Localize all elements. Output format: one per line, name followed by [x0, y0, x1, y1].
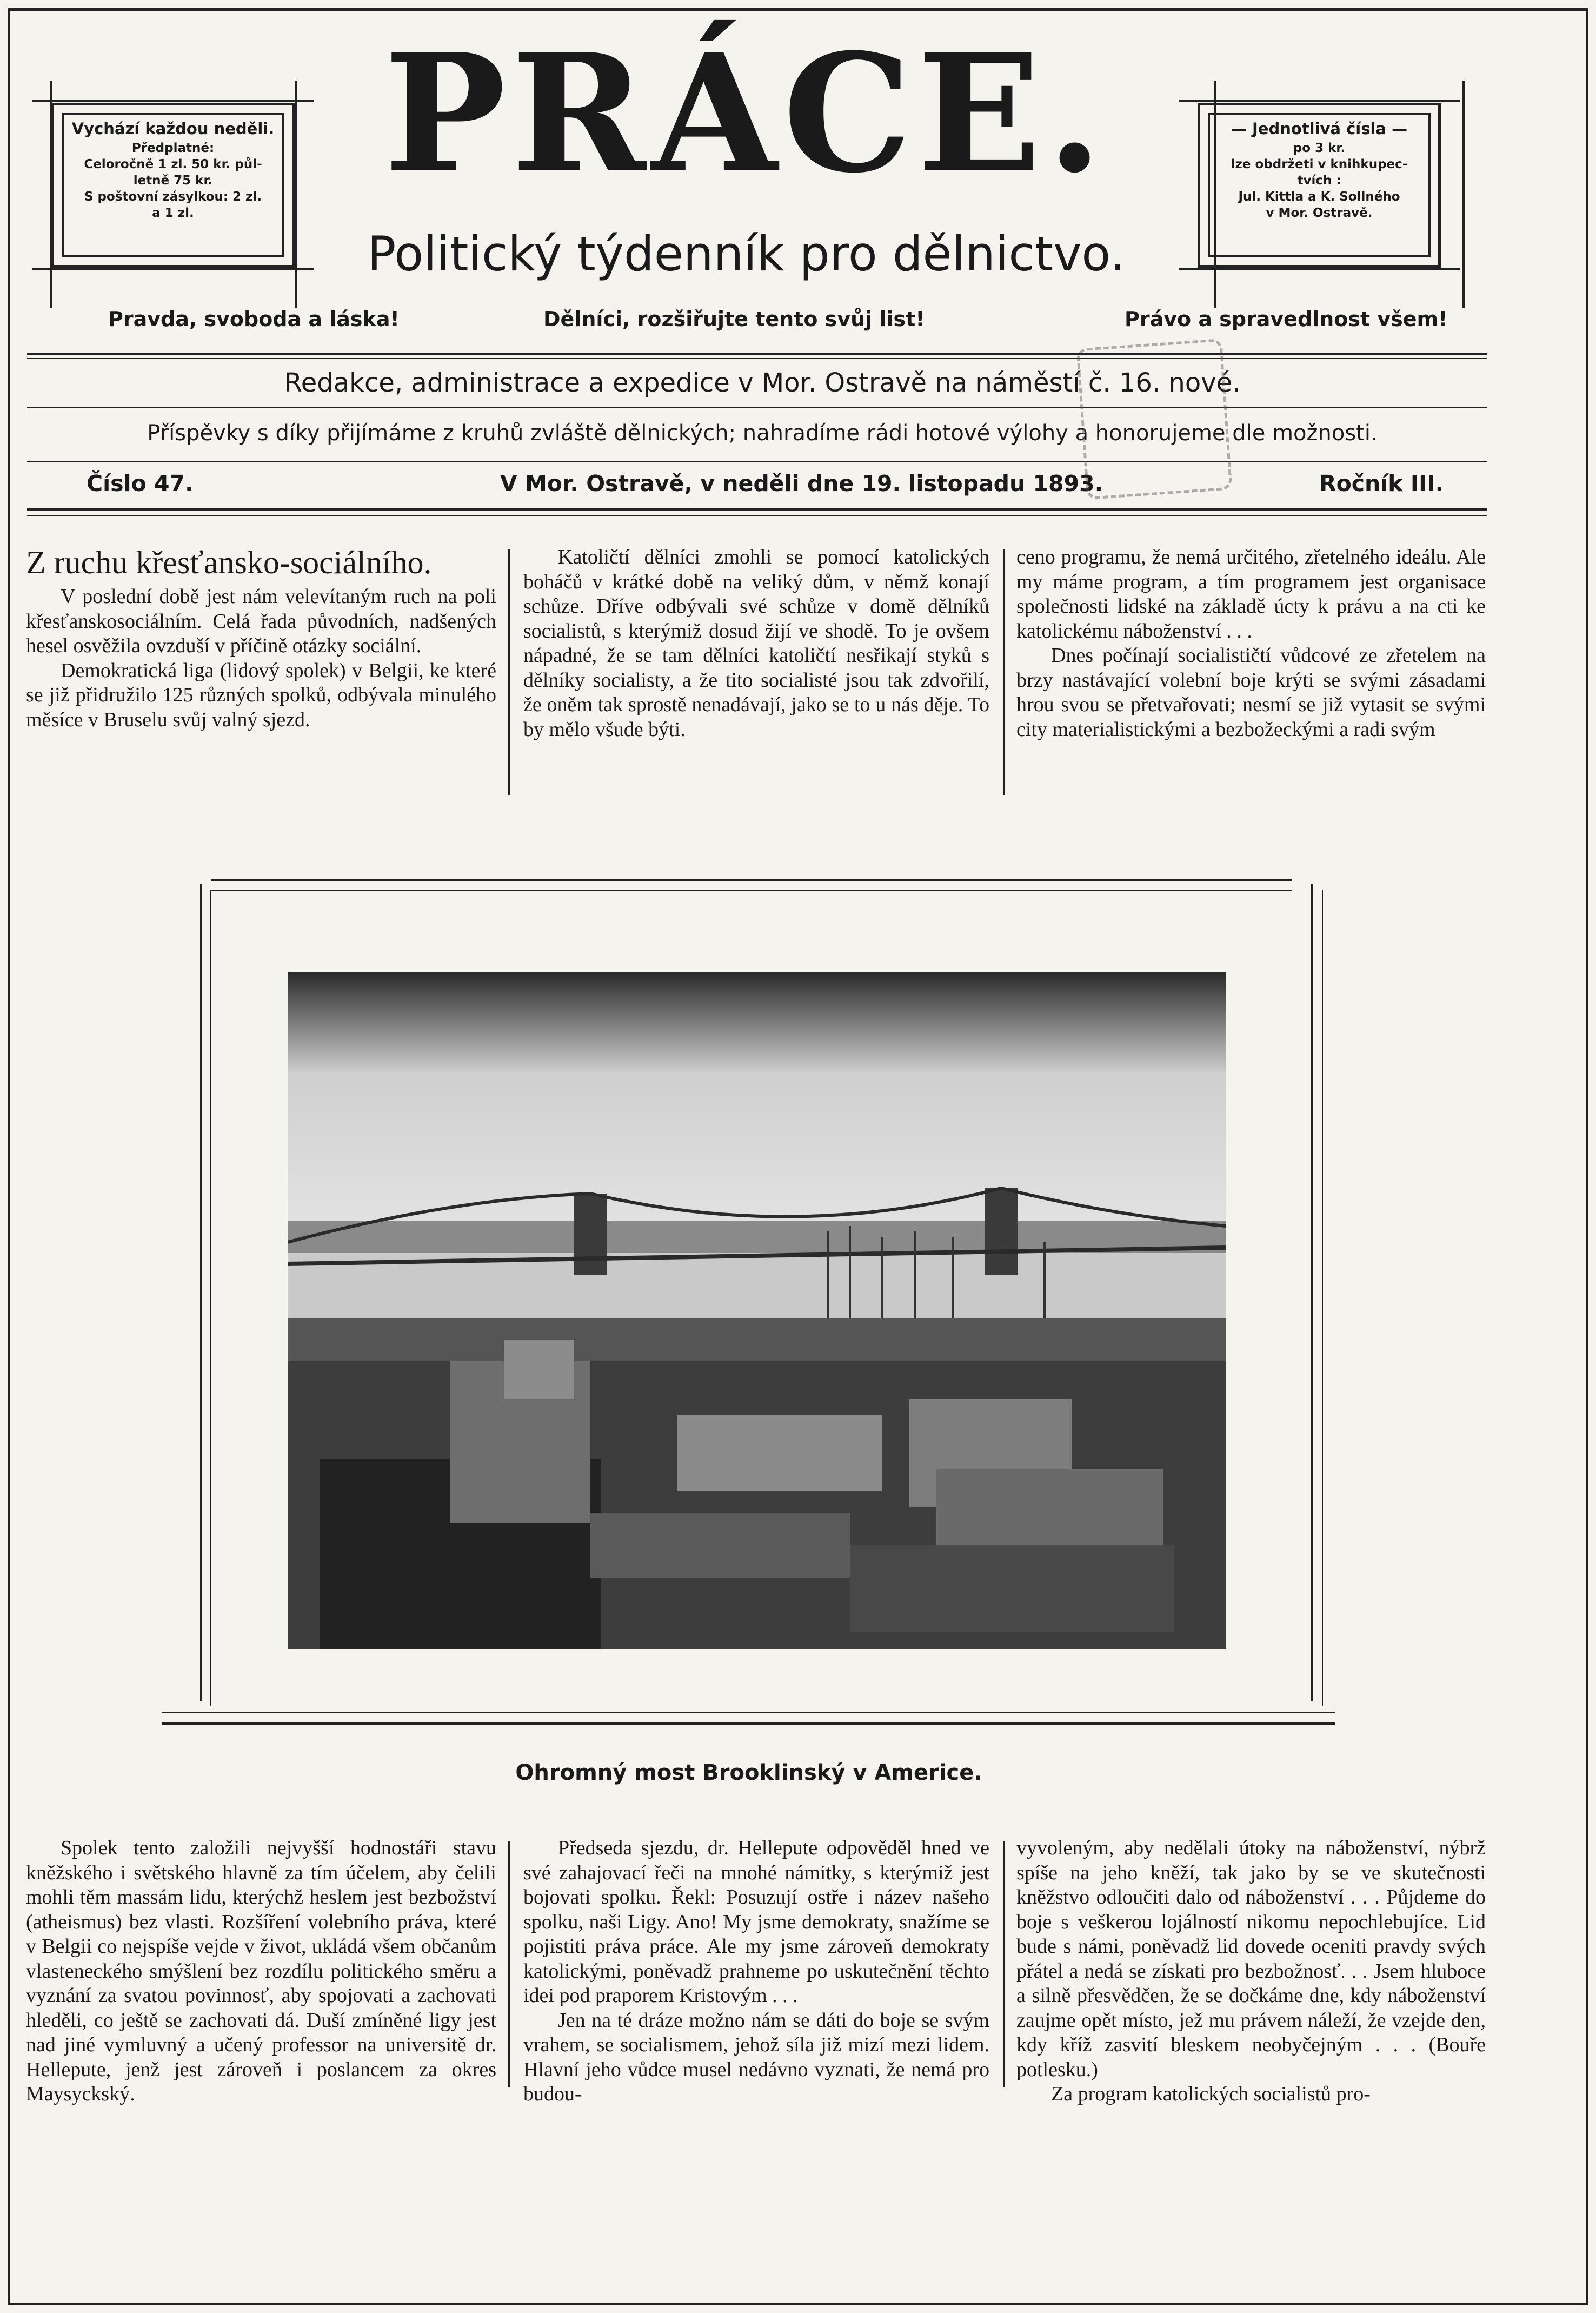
postage-stamp: [1076, 339, 1233, 500]
article-bottom-col-3: [1016, 1836, 1486, 2107]
paragraph: Katoličtí dělníci zmohli se pomocí katolických boháčů v krátké době na veliký dům, v němž konají schůze. Dříve odbývali své schůze v domě dělníků socialistů, s kterýmiž dosud žijí ve shodě. To je ovšem nápadné, že se tam dělníci katoličtí nesřikají styků s dělníky socialisty, a že tito socialisté jsou tak zdvořilí, že oněm tak sprostě nenadávají, jako se to u nás děje. To by mělo všude býti.: [523, 546, 989, 741]
article-bottom-col-1: [26, 1836, 496, 2107]
masthead-subtitle: Politický týdenník pro dělnictvo.: [367, 226, 1125, 282]
paragraph: vyvoleným, aby nedělali útoky na náboženství, nýbrž spíše na jeho kněží, tak jako by se ve skutečnosti kněžstvo odloučiti dalo od náboženství . . . Půjdeme do boje s veškerou lojálností nikomu nepochlebujíce. Lid bude s námi, poněvadž lid dovede oceniti pravdy svých přátel a nedá se získati pro bezbožnosť. . . Jsem hluboce a silně přesvědčen, že se dočkáme dne, kdy náboženství zaujme opět místo, jež mu právem náleží, že vzejde den, kdy kříž zasvití bleskem neobyčejným . . . (Bouře potlesku.): [1016, 1837, 1486, 2081]
paragraph: ceno programu, že nemá určitého, zřetelného ideálu. Ale my máme program, a tím programem jest organisace společnosti lidské na základě úcty k právu a na cti ke katolickému náboženství . . .: [1016, 546, 1486, 642]
paragraph: Spolek tento založili nejvyšší hodnostáři stavu kněžského i světského hlavně za tím účelem, aby čelili mohli těm massám lidu, kterýchž heslem jest bezbožství (atheismus) bez vlasti. Rozšíření volebního práva, které v Belgii co nejspíše vejde v život, ukládá všem občanům vlasteneckého smýšlení bez rozdílu politického směru a vyznání za svatou povinnosť, aby spojovati a zachovati hleděli, co ještě se zachovati dá. Duší zmíněné ligy jest nad jiné vymluvný a učený professor na universitě dr. Hellepute, jenž jest zároveň i poslancem za okres Maysyckský.: [26, 1837, 496, 2105]
box-line: po 3 kr.: [1293, 141, 1346, 155]
box-lead: — Jednotlivá čísla —: [1231, 120, 1408, 138]
box-line: a 1 zl.: [152, 206, 194, 220]
issue-number: Číslo 47.: [87, 470, 194, 496]
paragraph: Za program katolických socialistů pro-: [1051, 2083, 1371, 2105]
box-line: Předplatné:: [131, 141, 215, 155]
article-headline: Z ruchu křesťansko-sociálního.: [26, 545, 432, 580]
article-top-col-3: [1016, 545, 1486, 742]
paragraph: Demokratická liga (lidový spolek) v Belgii, ke které se již přidružilo 125 různých spolků, odbývala minulého měsíce v Bruselu svůj valný sjezd.: [26, 659, 496, 731]
masthead-title: PRÁCE.: [384, 18, 1108, 209]
box-line: lze obdržeti v knihkupec-: [1231, 157, 1408, 171]
paragraph: Jen na té dráze možno nám se dáti do boje se svým vrahem, se socialismem, jehož síla již mizí mezi lidem. Hlavní jeho vůdce musel nedávno vyznati, že nemá pro budou-: [523, 2009, 989, 2105]
price-box: [1198, 103, 1441, 268]
paragraph: Předseda sjezdu, dr. Hellepute odpověděl hned ve své zahajovací řeči na mnohé námitky, s kterýmiž jest bojovati spolku. Řekl: Posuzují ostře i název našeho spolku, naši Ligy. Ano! My jsme demokraty, snažíme se pojistiti práva práce. Ale my jsme zároveň demokraty katolickými, poněvadž prahneme po uskutečnění těchto idei pod praporem Kristovým . . .: [523, 1837, 989, 2007]
paragraph: V poslední době jest nám velevítaným ruch na poli křesťanskosociálním. Celá řada původních, nadšených hesel osvěžila ovzduší v příčině otázky sociální.: [26, 585, 496, 657]
motto-right: Právo a spravedlnost všem!: [1125, 307, 1448, 331]
box-line: v Mor. Ostravě.: [1266, 206, 1373, 220]
paragraph: Dnes počínají socialističtí vůdcové ze zřetelem na brzy nastávající volební boje krýti se svými zásadami hrou svou se přetvařovati; nesmí se již vytasit se svými city materialistickými a bezbožeckými a radi svým: [1016, 644, 1486, 741]
box-line: S poštovní zásylkou: 2 zl.: [84, 190, 262, 204]
brooklyn-bridge-photo: [288, 972, 1226, 1649]
figure-caption: Ohromný most Brooklinský v Americe.: [515, 1760, 982, 1785]
issue-date: V Mor. Ostravě, v neděli dne 19. listopadu 1893.: [500, 470, 1103, 496]
box-line: Jul. Kittla a K. Sollného: [1238, 190, 1400, 204]
box-line: letně 75 kr.: [133, 174, 213, 188]
motto-left: Pravda, svoboda a láska!: [108, 307, 400, 331]
box-lead: Vychází každou neděli.: [71, 120, 275, 138]
subscription-box: [51, 103, 295, 268]
article-top-col-2: [523, 545, 989, 742]
article-bottom-col-2: [523, 1836, 989, 2107]
motto-center: Dělníci, rozšiřujte tento svůj list!: [543, 307, 925, 331]
address-line: Redakce, administrace a expedice v Mor. Ostravě na náměstí č. 16. nové.: [284, 368, 1241, 398]
article-top-col-1: [26, 544, 496, 732]
box-line: Celoročně 1 zl. 50 kr. půl-: [84, 157, 262, 171]
contributions-line: Příspěvky s díky přijímáme z kruhů zvláště dělnických; nahradíme rádi hotové výlohy a honorujeme dle možnosti.: [147, 421, 1378, 446]
box-line: tvích :: [1297, 174, 1341, 188]
issue-volume: Ročník III.: [1319, 470, 1444, 496]
